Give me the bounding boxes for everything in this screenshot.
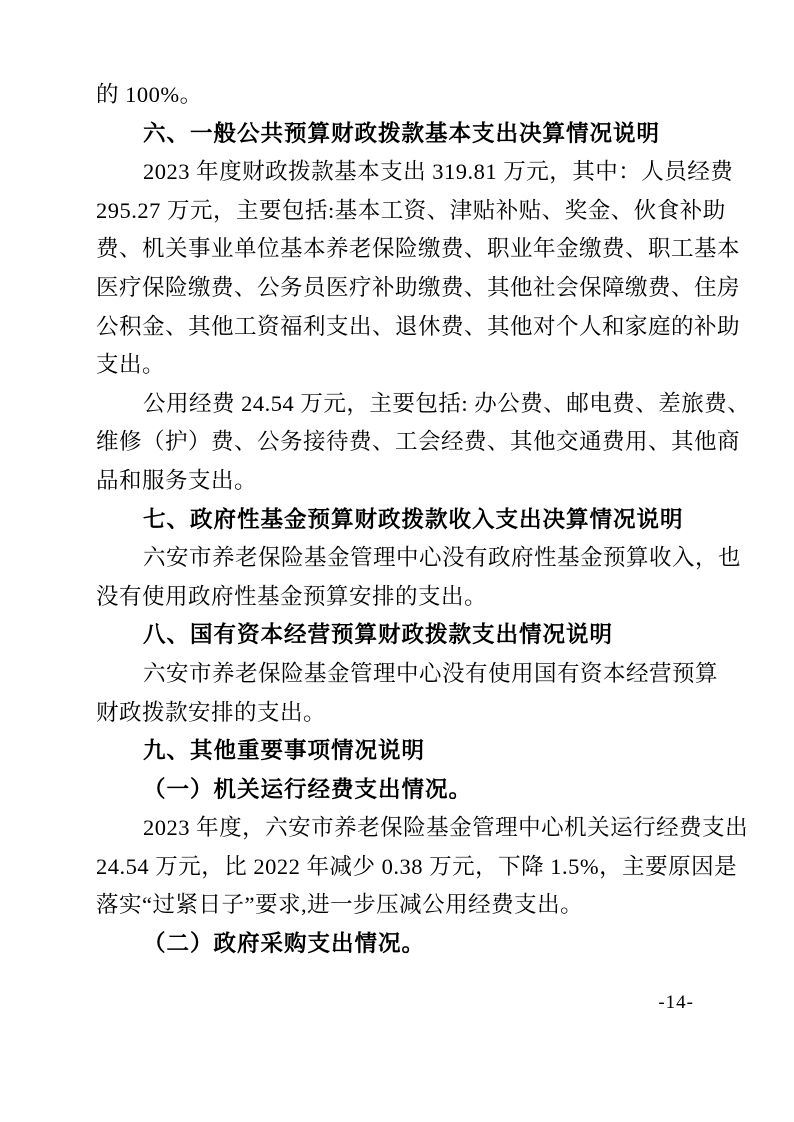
body-line: 医疗保险缴费、公务员医疗补助缴费、其他社会保障缴费、住房: [96, 274, 741, 300]
section-heading-9: 九、其他重要事项情况说明: [143, 738, 426, 764]
subsection-heading-1: （一）机关运行经费支出情况。: [143, 776, 473, 802]
body-line: 维修（护）费、公务接待费、工会经费、其他交通费用、其他商: [96, 429, 741, 455]
section-heading-6: 六、一般公共预算财政拨款基本支出决算情况说明: [143, 120, 661, 146]
body-line: 没有使用政府性基金预算安排的支出。: [96, 583, 488, 609]
body-line: 财政拨款安排的支出。: [96, 699, 327, 725]
page-number: -14-: [658, 992, 694, 1013]
body-line: 295.27 万元，主要包括:基本工资、津贴补贴、奖金、伙食补助: [96, 197, 726, 223]
body-line: 24.54 万元，比 2022 年减少 0.38 万元，下降 1.5%，主要原因是: [96, 853, 738, 879]
body-line: 支出。: [96, 352, 166, 378]
body-line: 落实“过紧日子”要求,进一步压减公用经费支出。: [96, 892, 584, 918]
section-heading-8: 八、国有资本经营预算财政拨款支出情况说明: [143, 622, 614, 648]
document-body: [96, 76, 751, 964]
body-line: 的 100%。: [96, 82, 203, 107]
body-line: 六安市养老保险基金管理中心没有使用国有资本经营预算: [143, 660, 719, 686]
subsection-heading-2: （二）政府采购支出情况。: [143, 931, 426, 957]
body-line: 品和服务支出。: [96, 467, 258, 493]
section-heading-7: 七、政府性基金预算财政拨款收入支出决算情况说明: [143, 506, 684, 532]
body-line: 2023 年度，六安市养老保险基金管理中心机关运行经费支出: [143, 815, 749, 841]
body-line: 六安市养老保险基金管理中心没有政府性基金预算收入，也: [143, 545, 742, 571]
body-line: 2023 年度财政拨款基本支出 319.81 万元，其中：人员经费: [143, 159, 734, 185]
body-line: 费、机关事业单位基本养老保险缴费、职业年金缴费、职工基本: [96, 236, 741, 262]
body-line: 公用经费 24.54 万元，主要包括: 办公费、邮电费、差旅费、: [143, 390, 751, 416]
body-line: 公积金、其他工资福利支出、退休费、其他对个人和家庭的补助: [96, 313, 741, 339]
